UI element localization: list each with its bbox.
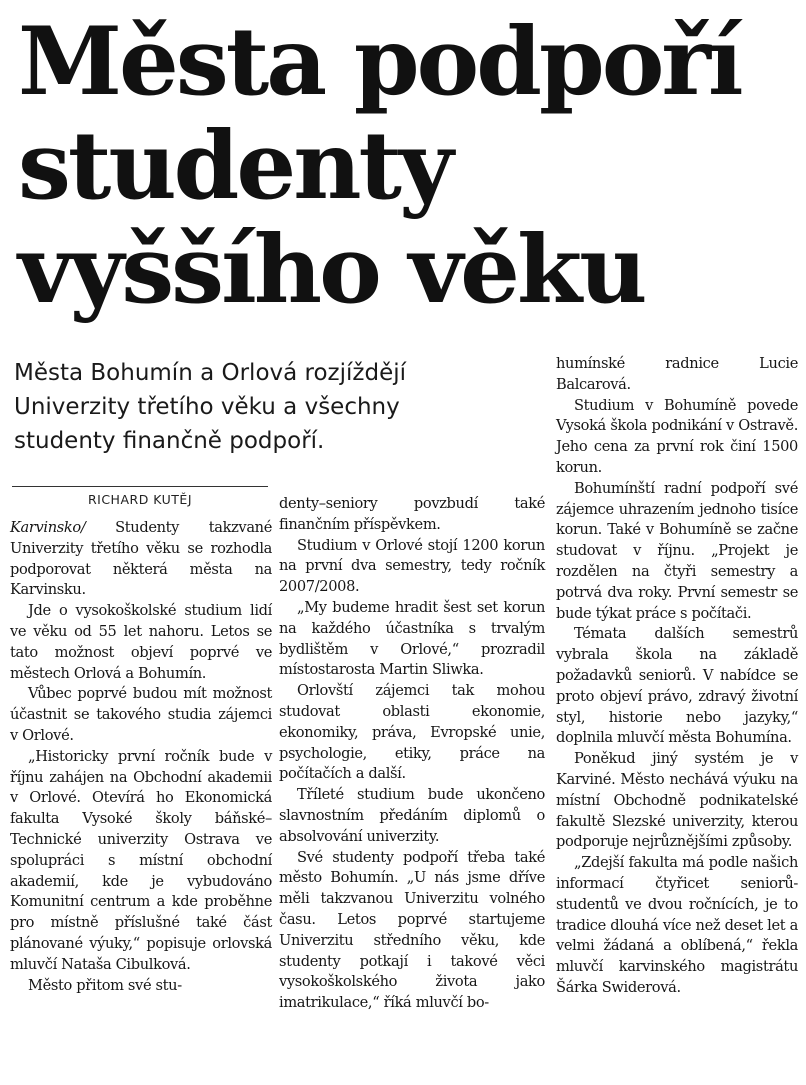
paragraph: „Zdejší fakulta má podle našich informací čtyřicet seniorů-studentů ve dvou ročnících, je to tradice dlouhá více než deset let a velmi žádaná a oblíbená,“ řekla mluvčí karvinského magistrátu Šárka Swiderová. (556, 854, 798, 996)
paragraph: Své studenty podpoří třeba také město Bohumín. „U nás jsme dříve měli takzvanou Univerzitu volného času. Letos poprvé startujeme Univerzitu středního věku, kde studenty potkají i takové věci vysokoškolského života jako imatrikulace,“ říká mluvčí bo- (279, 848, 545, 1012)
paragraph: denty–seniory povzbudí také finančním příspěvkem. (279, 495, 545, 533)
column-1 (10, 518, 272, 996)
headline (18, 7, 798, 325)
headline-line: Města podpoří (18, 7, 741, 117)
paragraph (10, 518, 272, 601)
column-3 (556, 354, 798, 999)
paragraph: Tříleté studium bude ukončeno slavnostním předáním diplomů o absolvování univerzity. (279, 786, 545, 845)
paragraph: Poněkud jiný systém je v Karviné. Město nechává výuku na místní Obchodně podnikatelské fakultě Slezské univerzity, kterou podporuje nejrůznějšími způsoby. (556, 750, 798, 851)
lead-line: studenty finančně podpoří. (14, 428, 325, 454)
paragraph: Studium v Orlové stojí 1200 korun na první dva semestry, tedy ročník 2007/2008. (279, 536, 545, 596)
lead-line: Města Bohumín a Orlová rozjíždějí (14, 360, 407, 386)
paragraph: Orlovští zájemci tak mohou studovat oblasti ekonomie, ekonomiky, práva, Evropské unie, psychologie, etiky, práce na počítačích a další. (279, 682, 545, 783)
headline-line: studenty (18, 111, 451, 221)
paragraph: Témata dalších semestrů vybrala škola na základě požadavků seniorů. V nabídce se proto objeví právo, zdravý životní styl, historie nebo jazyky,“ doplnila mluvčí města Bohumína. (556, 625, 798, 747)
headline-line: vyššího věku (18, 215, 645, 325)
paragraph: Bohumínští radní podpoří své zájemce uhrazením jednoho tisíce korun. Také v Bohumíně se začne studovat v říjnu. „Projekt je rozdělen na čtyři semestry a potrvá dva roky. První semestr se bude týkat práce s počítači. (556, 479, 798, 622)
place-name: Karvinsko/ (10, 519, 86, 536)
column-2 (279, 494, 545, 1014)
paragraph: „Historicky první ročník bude v říjnu zahájen na Obchodní akademii v Orlové. Otevírá ho Ekonomická fakulta Vysoké školy báňské–Technické univerzity Ostrava ve spolupráci s místní obchodní akademií, kde je vybudováno Komunitní centrum a kde proběhne pro místně příslušné také část plánované výuky,“ popisuje orlovská mluvčí Nataša Cibulková. (10, 747, 272, 973)
lead-line: Univerzity třetího věku a všechny (14, 394, 400, 420)
paragraph-text: Studenty takzvané Univerzity třetího věku se rozhodla podporovat některá města na Karvinsku. (10, 519, 272, 599)
paragraph: Vůbec poprvé budou mít možnost účastnit se takového studia zájemci v Orlové. (10, 685, 272, 744)
paragraph: humínské radnice Lucie Balcarová. (556, 355, 798, 393)
paragraph: Studium v Bohumíně povede Vysoká škola podnikání v Ostravě. Jeho cena za první rok činí 1500 korun. (556, 396, 798, 476)
paragraph: Jde o vysokoškolské studium lidí ve věku od 55 let nahoru. Letos se tato možnost objeví poprvé ve městech Orlová a Bohumín. (10, 602, 272, 682)
byline: RICHARD KUTĚJ (12, 486, 268, 513)
paragraph: „My budeme hradit šest set korun na každého účastníka s trvalým bydlištěm v Orlové,“ prozradil místostarosta Martin Sliwka. (279, 598, 545, 679)
lead-paragraph (14, 356, 544, 458)
paragraph: Město přitom své stu- (28, 976, 182, 994)
